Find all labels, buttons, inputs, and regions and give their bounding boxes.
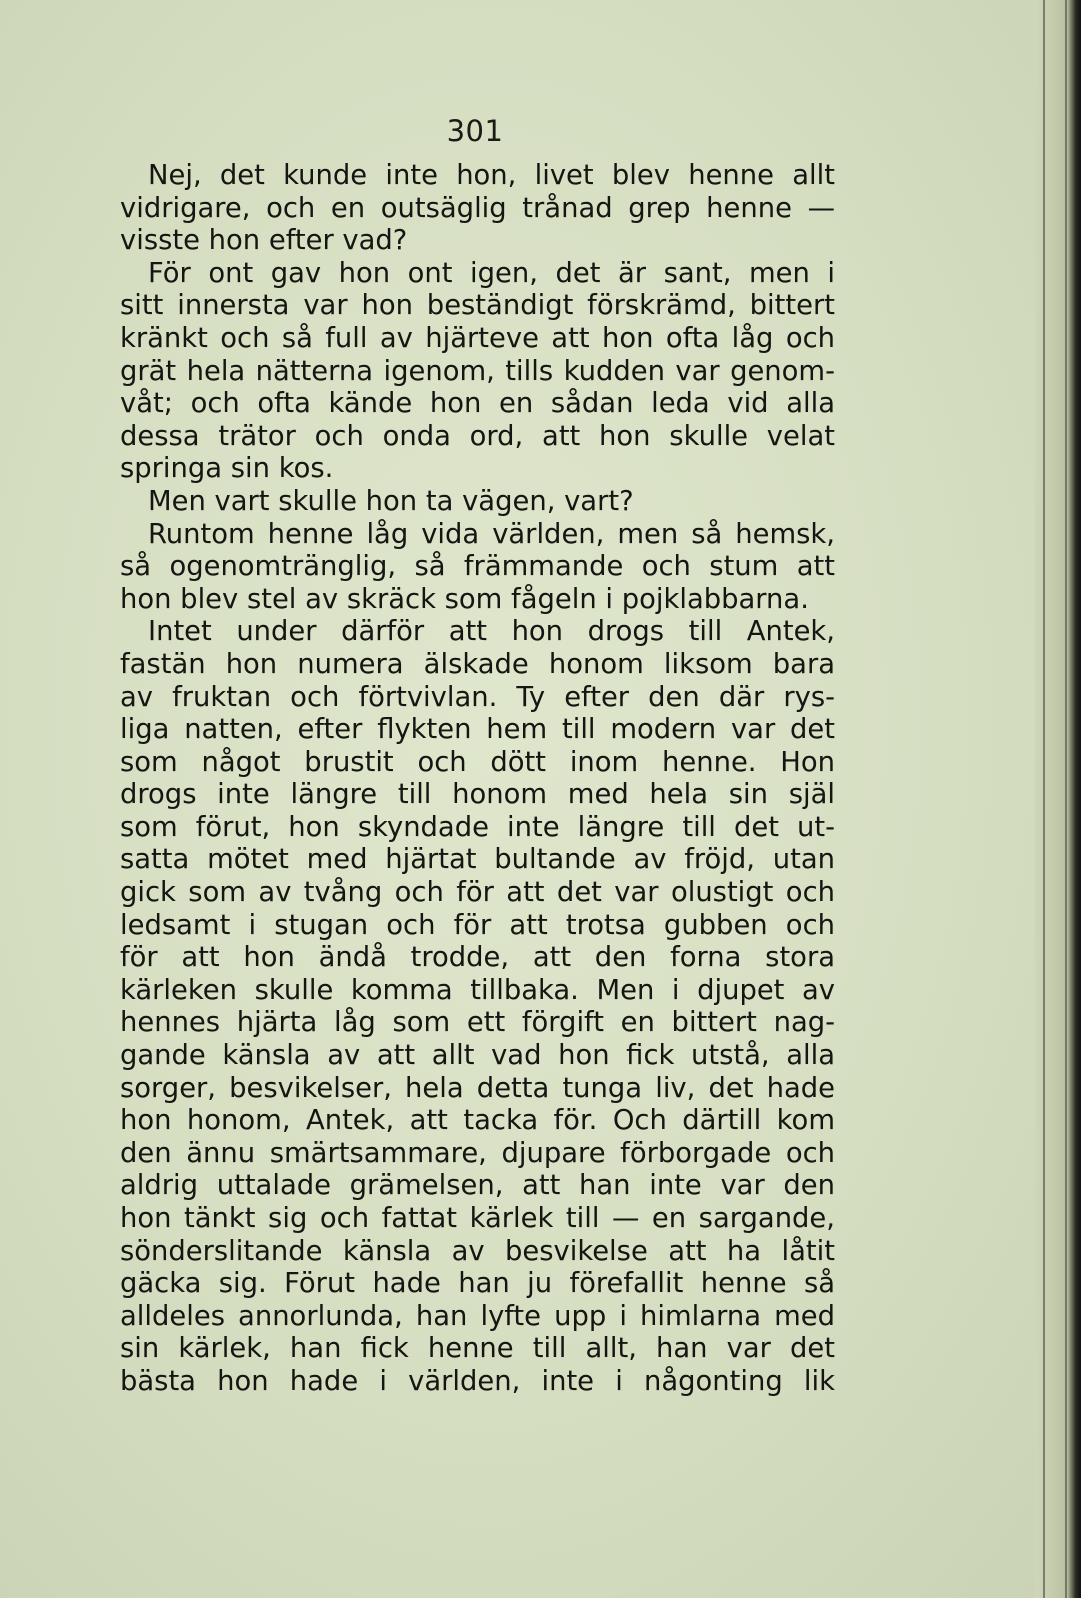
text-line: kärleken skulle komma tillbaka. Men i djupet av <box>120 974 835 1006</box>
text-line: Nej, det kunde inte hon, livet blev henne allt <box>148 160 835 191</box>
text-line: bästa hon hade i världen, inte i någonting lik <box>120 1365 835 1397</box>
text-line: drogs inte längre till honom med hela sin själ <box>120 779 835 811</box>
text-line: hon honom, Antek, att tacka för. Och därtill kom <box>120 1105 835 1137</box>
text-line: visste hon efter vad? <box>120 225 408 257</box>
text-line: av fruktan och förtvivlan. Ty efter den där rys- <box>120 681 835 713</box>
body-text <box>120 160 835 1399</box>
text-line: kränkt och så full av hjärteve att hon ofta låg och <box>120 322 835 354</box>
text-line: Men vart skulle hon ta vägen, vart? <box>148 485 634 517</box>
text-line: springa sin kos. <box>120 453 334 485</box>
text-line: hon blev stel av skräck som fågeln i pojklabbarna. <box>120 583 809 615</box>
book-gutter <box>1035 0 1081 1598</box>
text-line: aldrig uttalade grämelsen, att han inte var den <box>120 1170 835 1202</box>
text-line: sin kärlek, han fick henne till allt, han var det <box>120 1333 835 1365</box>
gutter-line <box>1065 0 1067 1598</box>
text-line: satta mötet med hjärtat bultande av fröjd, utan <box>120 844 835 876</box>
text-line: våt; och ofta kände hon en sådan leda vid alla <box>120 388 835 420</box>
text-line: sitt innersta var hon beständigt förskrämd, bittert <box>120 290 835 322</box>
text-line: För ont gav hon ont igen, det är sant, men i <box>148 257 835 289</box>
text-line: Intet under därför att hon drogs till Antek, <box>148 616 835 648</box>
text-line: fastän hon numera älskade honom liksom bara <box>120 648 835 680</box>
text-line: sorger, besvikelser, hela detta tunga liv, det hade <box>120 1072 835 1104</box>
text-line: grät hela nätterna igenom, tills kudden var genom- <box>120 355 835 387</box>
text-line: gäcka sig. Förut hade han ju förefallit henne så <box>120 1268 835 1300</box>
text-line: för att hon ändå trodde, att den forna stora <box>120 942 835 974</box>
gutter-line <box>1043 0 1045 1598</box>
page-number: 301 <box>446 114 504 148</box>
text-line: hon tänkt sig och fattat kärlek till — en sargande, <box>120 1203 835 1234</box>
text-line: alldeles annorlunda, han lyfte upp i himlarna med <box>120 1300 835 1332</box>
text-line: gande känsla av att allt vad hon fick utstå, alla <box>120 1040 835 1072</box>
text-line: så ogenomtränglig, så främmande och stum att <box>120 551 835 583</box>
text-line: hennes hjärta låg som ett förgift en bittert nag- <box>120 1007 835 1039</box>
text-line: dessa trätor och onda ord, att hon skulle velat <box>120 420 835 452</box>
text-line: Runtom henne låg vida världen, men så hemsk, <box>148 518 835 550</box>
text-line: som förut, hon skyndade inte längre till det ut- <box>120 811 835 843</box>
text-line: sönderslitande känsla av besvikelse att ha låtit <box>120 1235 835 1267</box>
text-line: gick som av tvång och för att det var olustigt och <box>120 877 835 909</box>
text-line: liga natten, efter flykten hem till modern var det <box>120 714 835 746</box>
text-line: vidrigare, och en outsäglig trånad grep henne — <box>120 192 835 224</box>
text-line: ledsamt i stugan och för att trotsa gubben och <box>120 909 835 941</box>
text-line: den ännu smärtsammare, djupare förborgade och <box>120 1137 835 1169</box>
text-line: som något brustit och dött inom henne. Hon <box>120 746 835 778</box>
